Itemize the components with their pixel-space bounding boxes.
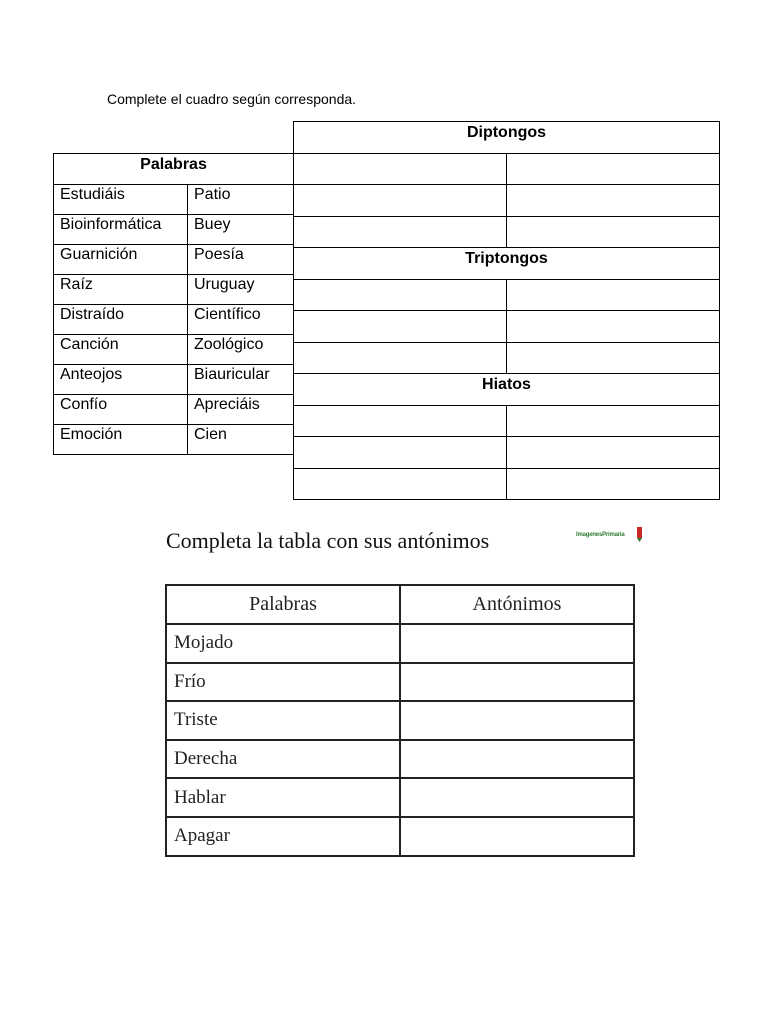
antonym-word: Mojado (166, 624, 400, 663)
diptongos-header: Diptongos (294, 122, 720, 154)
antonym-word: Triste (166, 701, 400, 740)
antonym-word: Derecha (166, 740, 400, 779)
word-cell: Bioinformática (54, 215, 188, 245)
answer-cell[interactable] (507, 342, 720, 374)
site-logo (576, 526, 644, 544)
antonym-word: Apagar (166, 817, 400, 856)
answer-cell[interactable] (507, 311, 720, 343)
word-cell: Anteojos (54, 365, 188, 395)
antonym-answer-cell[interactable] (400, 817, 634, 856)
answer-cell[interactable] (507, 216, 720, 248)
word-cell: Raíz (54, 275, 188, 305)
triptongos-header: Triptongos (294, 248, 720, 280)
palabras-header: Palabras (54, 154, 294, 185)
answer-cell[interactable] (507, 279, 720, 311)
answer-cell[interactable] (294, 468, 507, 500)
answer-cell[interactable] (294, 311, 507, 343)
word-cell: Distraído (54, 305, 188, 335)
answer-cell[interactable] (294, 437, 507, 469)
logo-text: ImagenesPrimaria (576, 532, 625, 538)
answer-cell[interactable] (294, 405, 507, 437)
word-cell: Confío (54, 395, 188, 425)
word-cell: Canción (54, 335, 188, 365)
pencil-icon (635, 526, 644, 542)
answer-cell[interactable] (507, 405, 720, 437)
word-cell: Emoción (54, 425, 188, 455)
antonym-answer-cell[interactable] (400, 778, 634, 817)
antonym-word: Frío (166, 663, 400, 702)
answer-cell[interactable] (507, 468, 720, 500)
word-cell: Cien (188, 425, 294, 455)
antonym-answer-cell[interactable] (400, 740, 634, 779)
word-cell: Zoológico (188, 335, 294, 365)
word-cell: Biauricular (188, 365, 294, 395)
word-cell: Estudiáis (54, 185, 188, 215)
antonyms-table (165, 584, 635, 857)
word-cell: Guarnición (54, 245, 188, 275)
antonyms-title: Completa la tabla con sus antónimos (166, 528, 490, 553)
antonym-answer-cell[interactable] (400, 701, 634, 740)
answer-cell[interactable] (507, 437, 720, 469)
answer-cell[interactable] (507, 185, 720, 217)
words-table (53, 153, 294, 455)
answer-cell[interactable] (294, 342, 507, 374)
categories-table (293, 121, 720, 500)
antonimos-column-header: Antónimos (400, 585, 634, 624)
answer-cell[interactable] (294, 216, 507, 248)
answer-cell[interactable] (294, 279, 507, 311)
antonym-answer-cell[interactable] (400, 624, 634, 663)
antonym-answer-cell[interactable] (400, 663, 634, 702)
answer-cell[interactable] (294, 185, 507, 217)
antonym-word: Hablar (166, 778, 400, 817)
word-cell: Patio (188, 185, 294, 215)
hiatos-header: Hiatos (294, 374, 720, 406)
palabras-column-header: Palabras (166, 585, 400, 624)
word-cell: Buey (188, 215, 294, 245)
word-cell: Apreciáis (188, 395, 294, 425)
word-cell: Uruguay (188, 275, 294, 305)
word-cell: Científico (188, 305, 294, 335)
answer-cell[interactable] (507, 153, 720, 185)
instruction-text: Complete el cuadro según corresponda. (107, 91, 357, 107)
answer-cell[interactable] (294, 153, 507, 185)
word-cell: Poesía (188, 245, 294, 275)
